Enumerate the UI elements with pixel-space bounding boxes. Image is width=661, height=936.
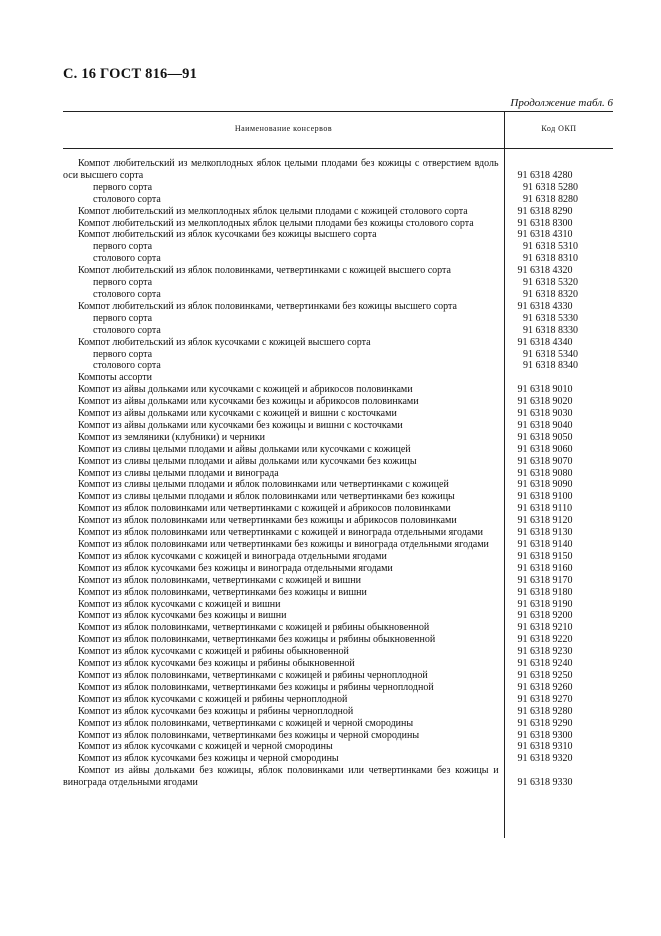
product-name: Компот из яблок кусочками с кожицей и рябины обыкновенной — [78, 646, 349, 658]
okp-code: 91 6318 4330 — [517, 300, 573, 312]
product-name: Компот из яблок кусочками без кожицы и рябины обыкновенной — [78, 658, 355, 670]
table-row — [63, 658, 613, 670]
table-row — [63, 218, 613, 230]
product-name: Компот из яблок половинками, четвертинками без кожицы и черной смородины — [78, 729, 420, 741]
product-name: Компот из айвы дольками или кусочками с кожицей и абрикосов половинками — [78, 384, 413, 396]
product-name: Компот из яблок половинками, четвертинками без кожицы и рябины обыкновенной — [78, 634, 436, 646]
table-row — [63, 479, 613, 491]
product-name: Компот из сливы целыми плодами и айвы дольками или кусочками без кожицы — [78, 455, 417, 467]
table-row — [63, 622, 613, 634]
table-row — [63, 456, 613, 468]
product-name: Компот из яблок кусочками без кожицы и черной смородины — [78, 753, 339, 765]
product-name: Компот любительский из яблок кусочками с кожицей высшего сорта — [78, 336, 371, 348]
column-header-code: Код ОКП — [541, 124, 577, 133]
product-name: Компот из сливы целыми плодами и винограда — [78, 467, 279, 479]
product-name: Компот из яблок половинками, четвертинками без кожицы и вишни — [78, 586, 367, 598]
okp-code: 91 6318 8340 — [522, 360, 578, 372]
table-row — [63, 444, 613, 456]
table-row — [63, 515, 613, 527]
okp-code — [502, 372, 613, 384]
table-row — [63, 599, 613, 611]
product-name: столового сорта — [93, 253, 161, 265]
okp-code: 91 6318 9040 — [517, 419, 573, 431]
product-name: Компот из яблок кусочками с кожицей и черной смородины — [78, 741, 333, 753]
product-name: первого сорта — [93, 312, 153, 324]
table-row — [63, 575, 613, 587]
table-row — [63, 587, 613, 599]
table-row — [63, 372, 613, 384]
okp-code: 91 6318 5310 — [522, 241, 578, 253]
continuation-label: Продолжение табл. 6 — [510, 97, 613, 109]
okp-code: 91 6318 9250 — [517, 669, 573, 681]
okp-code: 91 6318 9170 — [517, 574, 573, 586]
product-name: столового сорта — [93, 288, 161, 300]
table-row — [63, 539, 613, 551]
okp-code: 91 6318 9210 — [517, 622, 573, 634]
okp-code: 91 6318 8310 — [522, 253, 578, 265]
okp-code: 91 6318 9300 — [517, 729, 573, 741]
okp-code: 91 6318 9090 — [517, 479, 573, 491]
okp-code: 91 6318 4310 — [517, 229, 573, 241]
table-row — [63, 253, 613, 265]
okp-code: 91 6318 9060 — [517, 443, 573, 455]
okp-code: 91 6318 8290 — [517, 205, 573, 217]
product-name: первого сорта — [93, 277, 153, 289]
product-name: Компот любительский из яблок кусочками без кожицы высшего сорта — [78, 229, 377, 241]
product-name: первого сорта — [93, 241, 153, 253]
product-name: Компот из яблок половинками, четвертинками с кожицей и вишни — [78, 574, 361, 586]
product-name: Компот любительский из мелкоплодных яблок целыми плодами с кожицей столового сорта — [78, 205, 468, 217]
product-name: Компот из яблок половинками или четвертинками с кожицей и винограда отдельными ягодами — [78, 527, 483, 539]
table-row — [63, 527, 613, 539]
table-row — [63, 349, 613, 361]
product-name: Компоты ассорти — [78, 372, 153, 384]
okp-code: 91 6318 4320 — [517, 265, 573, 277]
product-name: Компот из айвы дольками без кожицы, яблок половинками или четвертинками без кожицы и винограда отдельными ягодами — [63, 765, 499, 789]
product-name: Компот из айвы дольками или кусочками без кожицы и вишни с косточками — [78, 419, 403, 431]
product-name: Компот из айвы дольками или кусочками с кожицей и вишни с косточками — [78, 408, 397, 420]
okp-code: 91 6318 9010 — [517, 384, 573, 396]
okp-code: 91 6318 9330 — [517, 777, 573, 789]
table-row — [63, 337, 613, 349]
okp-code: 91 6318 9050 — [517, 431, 573, 443]
table-row — [63, 313, 613, 325]
okp-code: 91 6318 9190 — [517, 598, 573, 610]
product-name: Компот из яблок кусочками с кожицей и винограда отдельными ягодами — [78, 550, 387, 562]
table-row — [63, 396, 613, 408]
table-row — [63, 182, 613, 194]
table-row — [63, 503, 613, 515]
table-row — [63, 706, 613, 718]
table-row — [63, 563, 613, 575]
product-name: первого сорта — [93, 348, 153, 360]
okp-code: 91 6318 9110 — [517, 503, 573, 515]
table-row — [63, 491, 613, 503]
product-name: Компот любительский из мелкоплодных яблок целыми плодами без кожицы столового сорта — [78, 217, 474, 229]
product-name: Компот из яблок половинками или четвертинками без кожицы и винограда отдельными ягодами — [78, 539, 489, 550]
okp-code: 91 6318 8280 — [522, 193, 578, 205]
okp-code: 91 6318 5330 — [522, 312, 578, 324]
column-header-name: Наименование консервов — [234, 124, 333, 133]
product-name: Компот из яблок кусочками без кожицы и рябины черноплодной — [78, 705, 354, 717]
okp-code: 91 6318 9200 — [517, 610, 573, 622]
table-row — [63, 206, 613, 218]
table-row — [63, 265, 613, 277]
table-row — [63, 730, 613, 742]
okp-code: 91 6318 9160 — [517, 562, 573, 574]
table-row — [63, 384, 613, 396]
product-name: Компот из яблок кусочками без кожицы и вишни — [78, 610, 287, 622]
table-row — [63, 158, 613, 182]
table-row — [63, 325, 613, 337]
product-name: Компот из яблок половинками или четвертинками без кожицы и абрикосов половинками — [78, 515, 457, 527]
okp-code: 91 6318 9020 — [517, 396, 573, 408]
table-row — [63, 432, 613, 444]
okp-code: 91 6318 9220 — [517, 634, 573, 646]
okp-code: 91 6318 9290 — [517, 717, 573, 729]
okp-code: 91 6318 9180 — [517, 586, 573, 598]
product-name: Компот из яблок половинками или четвертинками с кожицей и абрикосов половинками — [78, 503, 451, 515]
okp-code: 91 6318 5280 — [522, 181, 578, 193]
table-row — [63, 765, 613, 789]
table-row — [63, 277, 613, 289]
table-row — [63, 682, 613, 694]
product-name: Компот из сливы целыми плодами и яблок половинками или четвертинками без кожицы — [78, 491, 455, 503]
product-name: Компот из яблок половинками, четвертинками с кожицей и рябины черноплодной — [78, 669, 428, 681]
product-name: Компот из яблок половинками, четвертинками без кожицы и рябины черноплодной — [78, 681, 434, 693]
okp-code: 91 6318 9320 — [517, 753, 573, 765]
table-row — [63, 670, 613, 682]
product-name: столового сорта — [93, 193, 161, 205]
product-name: Компот из яблок половинками, четвертинками с кожицей и черной смородины — [78, 717, 414, 729]
okp-code: 91 6318 9100 — [517, 491, 573, 503]
product-name: Компот из сливы целыми плодами и яблок половинками или четвертинками с кожицей — [78, 479, 449, 491]
table-row — [63, 420, 613, 432]
product-name: Компот из земляники (клубники) и черники — [78, 431, 266, 443]
table-row — [63, 753, 613, 765]
table-row — [63, 360, 613, 372]
okp-code: 91 6318 8330 — [522, 324, 578, 336]
product-name: первого сорта — [93, 181, 153, 193]
table-row — [63, 646, 613, 658]
okp-code: 91 6318 9240 — [517, 658, 573, 670]
okp-code: 91 6318 9280 — [517, 705, 573, 717]
table-row — [63, 694, 613, 706]
table-row — [63, 241, 613, 253]
product-name: Компот из айвы дольками или кусочками без кожицы и абрикосов половинками — [78, 396, 419, 408]
okp-code: 91 6318 5320 — [522, 277, 578, 289]
okp-code: 91 6318 9120 — [517, 515, 573, 527]
okp-code: 91 6318 8300 — [517, 217, 573, 229]
okp-code: 91 6318 8320 — [522, 288, 578, 300]
product-name: Компот из яблок кусочками с кожицей и вишни — [78, 598, 281, 610]
okp-code: 91 6318 9080 — [517, 467, 573, 479]
table-row — [63, 194, 613, 206]
okp-code: 91 6318 9070 — [517, 455, 573, 467]
product-name: столового сорта — [93, 324, 161, 336]
table-row — [63, 741, 613, 753]
okp-code: 91 6318 5340 — [522, 348, 578, 360]
okp-code: 91 6318 4340 — [517, 336, 573, 348]
okp-code: 91 6318 9230 — [517, 646, 573, 658]
okp-code: 91 6318 9140 — [517, 539, 573, 550]
okp-code: 91 6318 9270 — [517, 693, 573, 705]
table-row — [63, 301, 613, 313]
table-row — [63, 408, 613, 420]
okp-code: 91 6318 9260 — [517, 681, 573, 693]
product-name: Компот из яблок кусочками без кожицы и винограда отдельными ягодами — [78, 562, 393, 574]
table-row — [63, 718, 613, 730]
okp-code: 91 6318 9310 — [517, 741, 573, 753]
table-row — [63, 468, 613, 480]
table-row — [63, 551, 613, 563]
product-name: Компот из сливы целыми плодами и айвы дольками или кусочками с кожицей — [78, 443, 411, 455]
table-row — [63, 289, 613, 301]
product-name: Компот любительский из яблок половинками, четвертинками без кожицы высшего сорта — [78, 300, 457, 312]
product-name: Компот из яблок половинками, четвертинками с кожицей и рябины обыкновенной — [78, 622, 430, 634]
product-name: Компот из яблок кусочками с кожицей и рябины черноплодной — [78, 693, 348, 705]
table-row — [63, 229, 613, 241]
okp-code: 91 6318 9030 — [517, 408, 573, 420]
product-name: Компот любительский из мелкоплодных яблок целыми плодами без кожицы с отверстием вдоль оси высшего сорта — [63, 158, 499, 181]
table-row — [63, 610, 613, 622]
okp-code: 91 6318 9130 — [517, 527, 573, 539]
product-name: Компот любительский из яблок половинками, четвертинками с кожицей высшего сорта — [78, 265, 451, 277]
table-body — [63, 158, 613, 789]
product-name: столового сорта — [93, 360, 161, 372]
okp-code: 91 6318 4280 — [517, 169, 573, 181]
table-row — [63, 634, 613, 646]
okp-code: 91 6318 9150 — [517, 550, 573, 562]
page-title: С. 16 ГОСТ 816—91 — [63, 66, 198, 82]
